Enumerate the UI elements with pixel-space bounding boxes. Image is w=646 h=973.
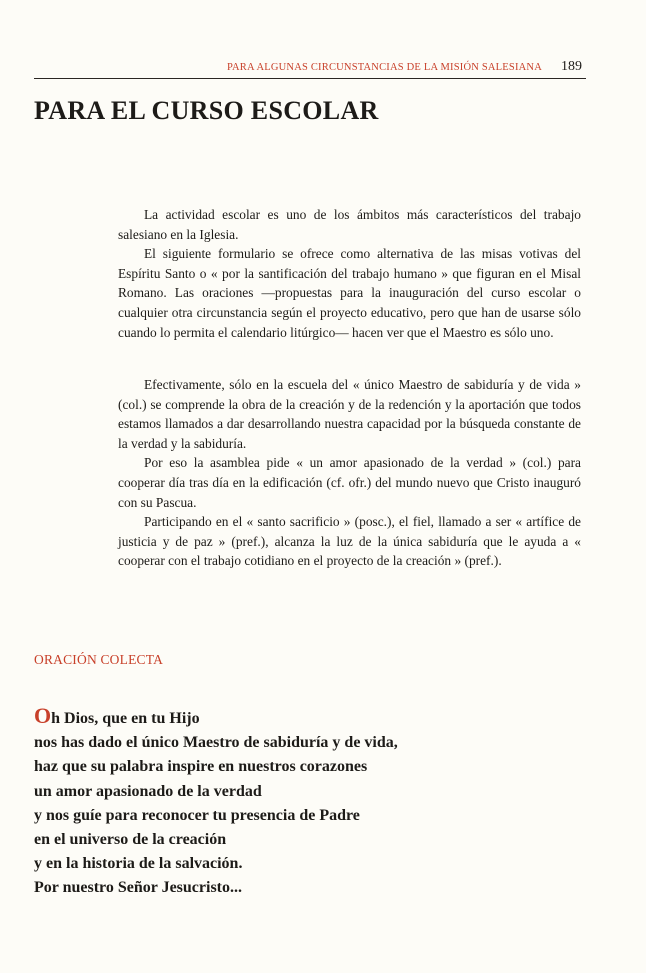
prayer-line: en el universo de la creación bbox=[34, 831, 227, 849]
body-paragraph: Por eso la asamblea pide « un amor apasionado de la verdad » (col.) para cooperar día tras día en la edificación (cf. ofr.) del mundo nuevo que Cristo inauguró con su Pascua. bbox=[118, 455, 581, 510]
body-section bbox=[118, 375, 581, 571]
page-title: PARA EL CURSO ESCOLAR bbox=[34, 96, 379, 125]
drop-cap: O bbox=[34, 703, 52, 728]
prayer-line: un amor apasionado de la verdad bbox=[34, 782, 262, 800]
intro-paragraph: El siguiente formulario se ofrece como alternativa de las misas votivas del Espíritu Santo o « por la santificación del trabajo humano » que figuran en el Misal Romano. Las oraciones —propuestas para la inauguración del curso escolar o cualquier otra circunstancia según el proyecto educativo, pero que han de usarse sólo cuando lo permita el calendario litúrgico— hacen ver que el Maestro es sólo uno. bbox=[118, 246, 581, 340]
collect-prayer bbox=[34, 704, 594, 901]
running-header bbox=[34, 58, 586, 79]
prayer-line: nos has dado el único Maestro de sabiduría y de vida, bbox=[34, 734, 398, 752]
section-heading: ORACIÓN COLECTA bbox=[34, 652, 164, 667]
body-paragraph: Participando en el « santo sacrificio » (posc.), el fiel, llamado a ser « artífice de justicia y de paz » (pref.), alcanza la luz de la única sabiduría que le ayuda a « cooperar con el trabajo cotidiano en el proyecto de la creación » (pref.). bbox=[118, 514, 581, 569]
body-paragraph: Efectivamente, sólo en la escuela del « único Maestro de sabiduría y de vida » (col.) se comprende la obra de la creación y de la redención y la aportación que todos estamos llamados a dar desarrollando nuestra capacidad por la búsqueda constante de la verdad y la sabiduría. bbox=[118, 377, 581, 451]
prayer-line: y en la historia de la salvación. bbox=[34, 855, 243, 873]
prayer-line: Por nuestro Señor Jesucristo... bbox=[34, 879, 242, 897]
prayer-line: haz que su palabra inspire en nuestros corazones bbox=[34, 758, 368, 776]
page-number: 189 bbox=[561, 59, 582, 74]
running-title: PARA ALGUNAS CIRCUNSTANCIAS DE LA MISIÓN SALESIANA bbox=[226, 62, 542, 73]
intro-section bbox=[118, 205, 581, 342]
prayer-line bbox=[34, 704, 594, 731]
prayer-line: y nos guíe para reconocer tu presencia de Padre bbox=[34, 806, 360, 824]
intro-paragraph: La actividad escolar es uno de los ámbitos más característicos del trabajo salesiano en la Iglesia. bbox=[118, 207, 581, 242]
prayer-line-text: h Dios, que en tu Hijo bbox=[51, 710, 200, 727]
